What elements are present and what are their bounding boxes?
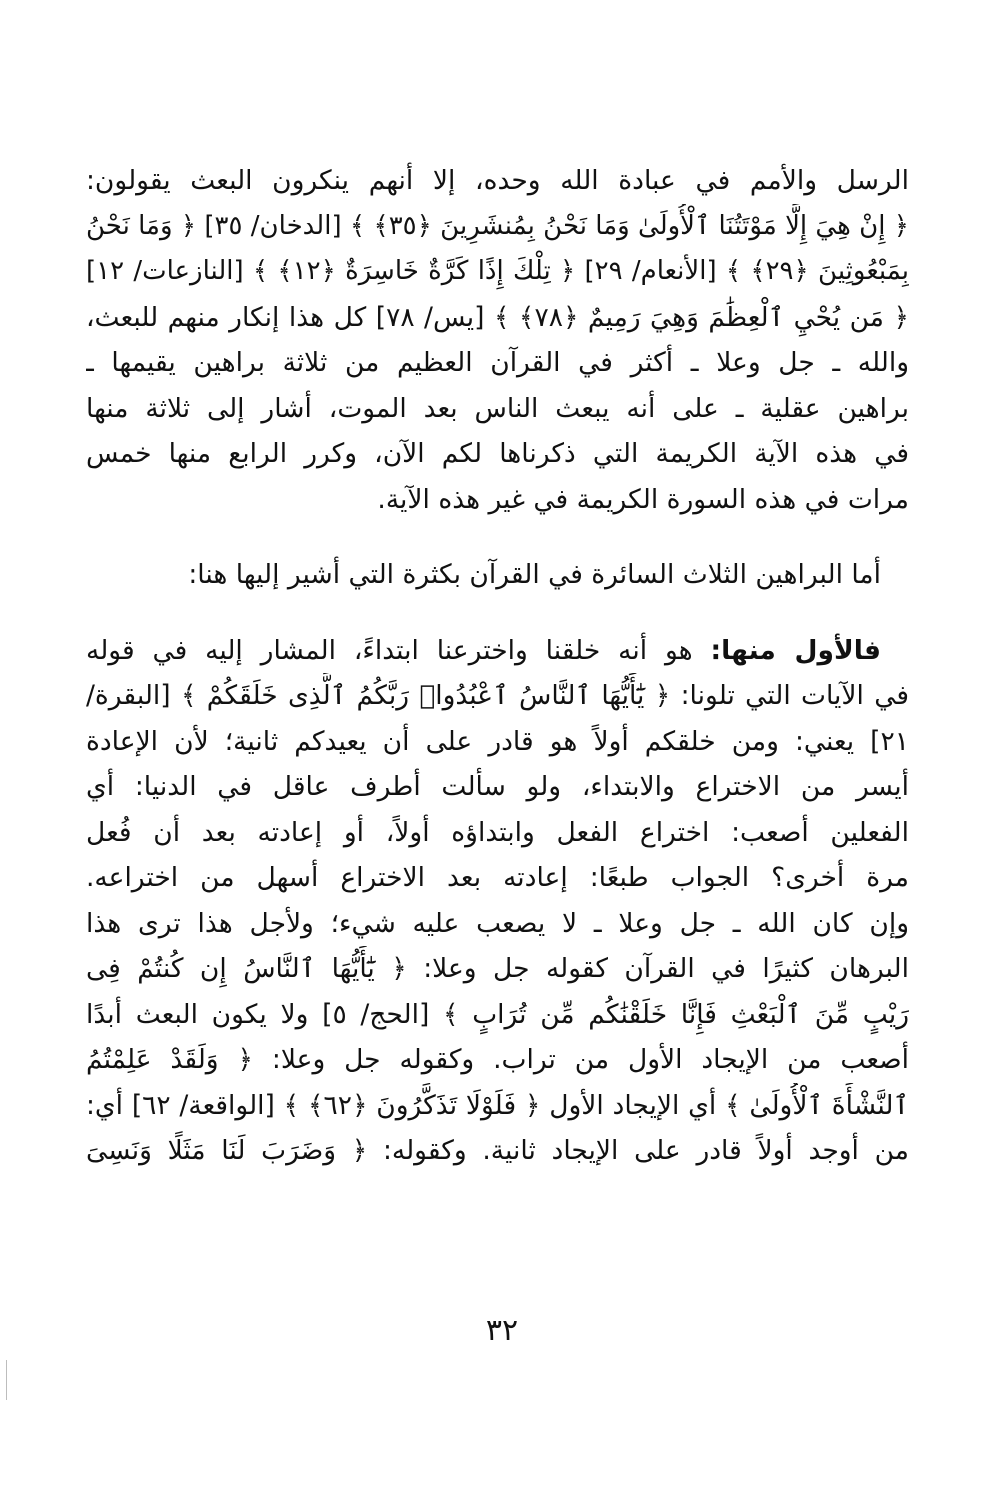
main-text	[86, 158, 909, 1174]
text-line: ﴿ مَن يُحْيِ ٱلْعِظَٰمَ وَهِيَ رَمِيمٌ ﴿٧٨﴾ ﴾ [يس/ ٧٨] كل هذا إنكار منهم للبعث،	[86, 301, 909, 333]
text-line: البرهان كثيرًا في القرآن كقوله جل وعلا: ﴿ يَٰٓأَيُّهَا ٱلنَّاسُ إِن كُنتُمْ فِى	[86, 953, 909, 984]
text-line: الرسل والأمم في عبادة الله وحده، إلا أنهم ينكرون البعث يقولون:	[86, 165, 909, 196]
page-number: ٣٢	[485, 1313, 519, 1348]
text-line: براهين عقلية ـ على أنه يبعث الناس بعد الموت، أشار إلى ثلاثة منها	[86, 392, 909, 424]
paragraph-lead-rest: هو أنه خلقنا واخترعنا ابتداءً، المشار إليه في قوله	[86, 634, 711, 666]
text-line: ٢١] يعني: ومن خلقكم أولاً هو قادر على أن يعيدكم ثانية؛ لأن الإعادة	[86, 725, 909, 757]
text-line: بِمَبْعُوثِينَ ﴿٢٩﴾ ﴾ [الأنعام/ ٢٩] ﴿ تِلْكَ إِذًا كَرَّةٌ خَاسِرَةٌ ﴿١٢﴾ ﴾ [النازعات/ ١٢]	[86, 256, 909, 286]
text-line-first	[86, 628, 909, 674]
paragraph-gap	[86, 522, 909, 552]
text-line: رَيْبٍ مِّنَ ٱلْبَعْثِ فَإِنَّا خَلَقْنَٰكُم مِّن تُرَابٍ ﴾ [الحج/ ٥] ولا يكون البعث أبدًا	[86, 998, 909, 1030]
paragraph-2	[86, 552, 909, 598]
text-line: في الآيات التي تلونا: ﴿ يَٰٓأَيُّهَا ٱلنَّاسُ ٱعْبُدُوا۟ رَبَّكُمُ ٱلَّذِى خَلَقَكُمْ ﴾ [البقرة/	[86, 680, 909, 711]
text-line: ٱلنَّشْأَةَ ٱلْأُولَىٰ ﴾ أي الإيجاد الأول ﴿ فَلَوْلَا تَذَكَّرُونَ ﴿٦٢﴾ ﴾ [الواقعة/ ٦٢] أي:	[86, 1089, 909, 1121]
paragraph-1	[86, 158, 909, 522]
text-line: أصعب من الإيجاد الأول من تراب. وكقوله جل وعلا: ﴿ وَلَقَدْ عَلِمْتُمُ	[86, 1044, 909, 1075]
text-line: والله ـ جل وعلا ـ أكثر في القرآن العظيم من ثلاثة براهين يقيمها ـ	[86, 347, 909, 378]
scan-margin-mark	[6, 1360, 7, 1400]
text-line: مرات في هذه السورة الكريمة في غير هذه الآية.	[377, 483, 909, 515]
text-line: من أوجد أولاً قادر على الإيجاد ثانية. وكقوله: ﴿ وَضَرَبَ لَنَا مَثَلًا وَنَسِىَ	[86, 1135, 909, 1166]
text-line: أما البراهين الثلاث السائرة في القرآن بكثرة التي أشير إليها هنا:	[188, 559, 881, 590]
paragraph-gap	[86, 598, 909, 628]
paragraph-3	[86, 628, 909, 1174]
text-line: مرة أخرى؟ الجواب طبعًا: إعادته بعد الاختراع أسهل من اختراعه.	[86, 862, 909, 893]
text-line: في هذه الآية الكريمة التي ذكرناها لكم الآن، وكرر الرابع منها خمس	[86, 438, 909, 469]
text-line: ﴿ إِنْ هِيَ إِلَّا مَوْتَتُنَا ٱلْأُولَىٰ وَمَا نَحْنُ بِمُنشَرِينَ ﴿٣٥﴾ ﴾ [الدخان/ ٣٥] ﴿ وَمَا نَحْنُ	[86, 210, 909, 241]
text-line: وإن كان الله ـ جل وعلا ـ لا يصعب عليه شيء؛ ولأجل هذا ترى هذا	[86, 907, 909, 939]
paragraph-lead: فالأول منها:	[710, 634, 881, 666]
text-line: أيسر من الاختراع والابتداء، ولو سألت أطرف عاقل في الدنيا: أي	[86, 771, 909, 802]
text-line: الفعلين أصعب: اختراع الفعل وابتداؤه أولاً، أو إعادته بعد أن فُعل	[86, 816, 909, 848]
